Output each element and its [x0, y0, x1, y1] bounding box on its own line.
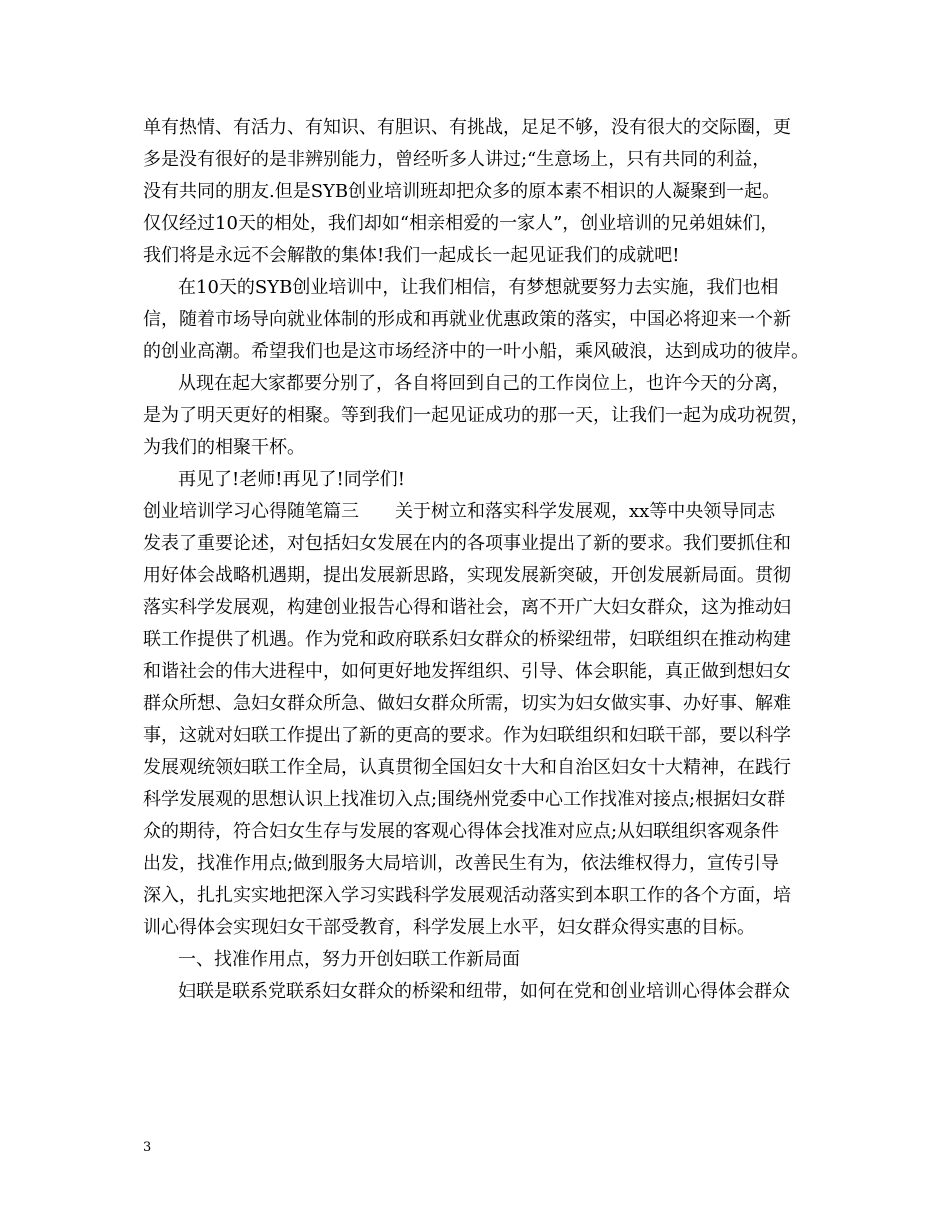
text-line: 出发，找准作用点;做到服务大局培训，改善民生有为，依法维权得力，宣传引导	[143, 853, 780, 874]
page-number: 3	[143, 1140, 152, 1155]
text-line: 众的期待，符合妇女生存与发展的客观心得体会找准对应点;从妇联组织客观条件	[143, 821, 780, 842]
text-line: 群众所想、急妇女群众所急、做妇女群众所需，切实为妇女做实事、办好事、解难	[143, 693, 791, 714]
text-line: 联工作提供了机遇。作为党和政府联系妇女群众的桥梁纽带，妇联组织在推动构建	[143, 629, 791, 650]
text-line: 发表了重要论述，对包括妇女发展在内的各项事业提出了新的要求。我们要抓住和	[143, 533, 791, 554]
text-line: 训心得体会实现妇女干部受教育，科学发展上水平，妇女群众得实惠的目标。	[143, 917, 755, 938]
farewell-line: 再见了!老师!再见了!同学们!	[178, 469, 405, 490]
text-line: 是为了明天更好的相聚。等到我们一起见证成功的那一天，让我们一起为成功祝贺，	[143, 405, 809, 426]
text-line: 用好体会战略机遇期，提出发展新思路，实现发展新突破，开创发展新局面。贯彻	[143, 565, 791, 586]
paragraph-start-line: 从现在起大家都要分别了，各自将回到自己的工作岗位上，也许今天的分离，	[178, 373, 790, 394]
text-line: 仅仅经过10天的相处，我们却如“相亲相爱的一家人”，创业培训的兄弟姐妹们，	[143, 213, 779, 234]
text-line: 深入，扎扎实实地把深入学习实践科学发展观活动落实到本职工作的各个方面，培	[143, 885, 791, 906]
text-line: 科学发展观的思想认识上找准切入点;围绕州党委中心工作找准对接点;根据妇女群	[143, 789, 786, 810]
text-line: 事，这就对妇联工作提出了新的更高的要求。作为妇联组织和妇联干部，要以科学	[143, 725, 791, 746]
paragraph-start-line: 妇联是联系党联系妇女群众的桥梁和纽带，如何在党和创业培训心得体会群众	[178, 981, 790, 1002]
text-line: 为我们的相聚干杯。	[143, 437, 305, 458]
text-line: 和谐社会的伟大进程中，如何更好地发挥组织、引导、体会职能，真正做到想妇女	[143, 661, 791, 682]
paragraph-start-line: 在10天的SYB创业培训中，让我们相信，有梦想就要努力去实施，我们也相	[178, 277, 779, 298]
subsection-heading-line: 一、找准作用点，努力开创妇联工作新局面	[178, 949, 520, 970]
text-line: 单有热情、有活力、有知识、有胆识、有挑战，足足不够，没有很大的交际圈，更	[143, 117, 791, 138]
text-line: 多是没有很好的是非辨别能力，曾经听多人讲过;“生意场上，只有共同的利益，	[143, 149, 771, 170]
section-title-line: 创业培训学习心得随笔篇三 关于树立和落实科学发展观，xx等中央领导同志	[143, 501, 776, 522]
text-line: 发展观统领妇联工作全局，认真贯彻全国妇女十大和自治区妇女十大精神，在践行	[143, 757, 791, 778]
text-line: 落实科学发展观，构建创业报告心得和谐社会，离不开广大妇女群众，这为推动妇	[143, 597, 791, 618]
text-line: 没有共同的朋友.但是SYB创业培训班却把众多的原本素不相识的人凝聚到一起。	[143, 181, 781, 202]
text-line: 我们将是永远不会解散的集体!我们一起成长一起见证我们的成就吧!	[143, 245, 680, 266]
text-line: 信，随着市场导向就业体制的形成和再就业优惠政策的落实，中国必将迎来一个新	[143, 309, 791, 330]
text-line: 的创业高潮。希望我们也是这市场经济中的一叶小船，乘风破浪，达到成功的彼岸。	[143, 341, 809, 362]
